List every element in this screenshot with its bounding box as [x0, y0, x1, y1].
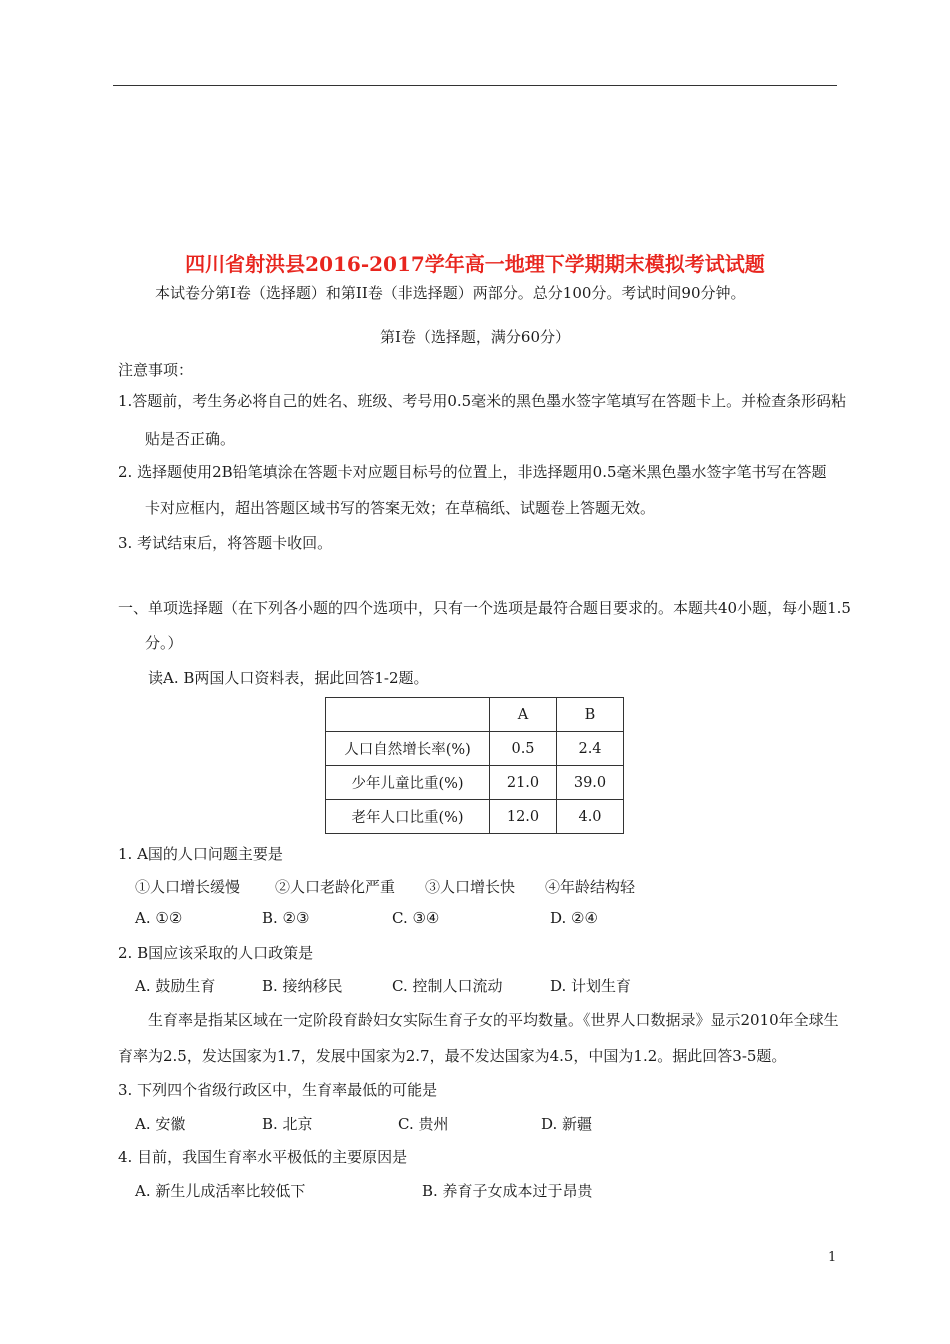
- table-header-b: B: [557, 698, 624, 732]
- q1-statement: ②人口老龄化严重: [275, 878, 396, 896]
- q1-option-a: A. ①②: [135, 909, 183, 927]
- q2-option-b: B. 接纳移民: [262, 977, 343, 995]
- page-number: 1: [828, 1250, 837, 1265]
- notes-heading: 注意事项：: [118, 361, 194, 379]
- table-cell: 39.0: [557, 766, 624, 800]
- header-rule: [113, 85, 837, 86]
- table-cell: 老年人口比重(%): [326, 800, 490, 834]
- q3-option-a: A. 安徽: [135, 1115, 186, 1133]
- note-2-line1: 2. 选择题使用2B铅笔填涂在答题卡对应题目标号的位置上，非选择题用0.5毫米黑色墨水签字笔书写在答题: [118, 463, 827, 481]
- q3-option-b: B. 北京: [262, 1115, 313, 1133]
- table-row: [326, 698, 624, 732]
- note-1-line1: 1.答题前，考生务必将自己的姓名、班级、考号用0.5毫米的黑色墨水签字笔填写在答题卡上。并检查条形码粘: [118, 392, 847, 410]
- part1-heading-line1: 一、单项选择题（在下列各小题的四个选项中，只有一个选项是最符合题目要求的。本题共40小题，每小题1.5: [118, 599, 851, 617]
- q1-option-d: D. ②④: [550, 909, 598, 927]
- q2-option-a: A. 鼓励生育: [135, 977, 216, 995]
- q4-stem: 4. 目前，我国生育率水平极低的主要原因是: [118, 1148, 408, 1166]
- q1-option-b: B. ②③: [262, 909, 310, 927]
- table-row: [326, 800, 624, 834]
- table-row: [326, 766, 624, 800]
- note-1-line2: 贴是否正确。: [145, 430, 236, 448]
- table-cell: 4.0: [557, 800, 624, 834]
- q4-option-b: B. 养育子女成本过于昂贵: [422, 1182, 593, 1200]
- table-cell: 12.0: [490, 800, 557, 834]
- part1-heading-line2: 分。）: [145, 634, 183, 652]
- q2-option-d: D. 计划生育: [550, 977, 632, 995]
- note-2-line2: 卡对应框内，超出答题区域书写的答案无效；在草稿纸、试题卷上答题无效。: [145, 499, 656, 517]
- q1-statement: ③人口增长快: [425, 878, 516, 896]
- table-cell: [326, 698, 490, 732]
- document-title: 四川省射洪县2016-2017学年高一地理下学期期末模拟考试试题: [185, 252, 765, 276]
- note-3: 3. 考试结束后，将答题卡收回。: [118, 534, 333, 552]
- exam-intro: 本试卷分第I卷（选择题）和第II卷（非选择题）两部分。总分100分。考试时间90分钟。: [155, 284, 746, 302]
- table-cell: 2.4: [557, 732, 624, 766]
- q1-statement: ①人口增长缓慢: [135, 878, 241, 896]
- table-cell: 少年儿童比重(%): [326, 766, 490, 800]
- q1-stem: 1. A国的人口问题主要是: [118, 845, 283, 863]
- table-cell: 21.0: [490, 766, 557, 800]
- table-row: [326, 732, 624, 766]
- q2-stem: 2. B国应该采取的人口政策是: [118, 944, 314, 962]
- q4-option-a: A. 新生儿成活率比较低下: [135, 1182, 306, 1200]
- table-cell: 0.5: [490, 732, 557, 766]
- passage-line2: 育率为2.5，发达国家为1.7，发展中国家为2.7，最不发达国家为4.5，中国为1.2。据此回答3-5题。: [118, 1047, 787, 1065]
- q1-statement: ④年龄结构轻: [545, 878, 636, 896]
- q3-option-d: D. 新疆: [541, 1115, 593, 1133]
- table-header-a: A: [490, 698, 557, 732]
- q1-option-c: C. ③④: [392, 909, 440, 927]
- q3-stem: 3. 下列四个省级行政区中，生育率最低的可能是: [118, 1081, 438, 1099]
- population-table: [325, 697, 624, 834]
- passage-line1: 生育率是指某区域在一定阶段育龄妇女实际生育子女的平均数量。《世界人口数据录》显示2010年全球生: [148, 1011, 839, 1029]
- table-cell: 人口自然增长率(%): [326, 732, 490, 766]
- q2-option-c: C. 控制人口流动: [392, 977, 503, 995]
- table-lead: 读A. B两国人口资料表，据此回答1-2题。: [148, 669, 429, 687]
- section-header: 第I卷（选择题，满分60分）: [379, 328, 570, 346]
- q3-option-c: C. 贵州: [398, 1115, 449, 1133]
